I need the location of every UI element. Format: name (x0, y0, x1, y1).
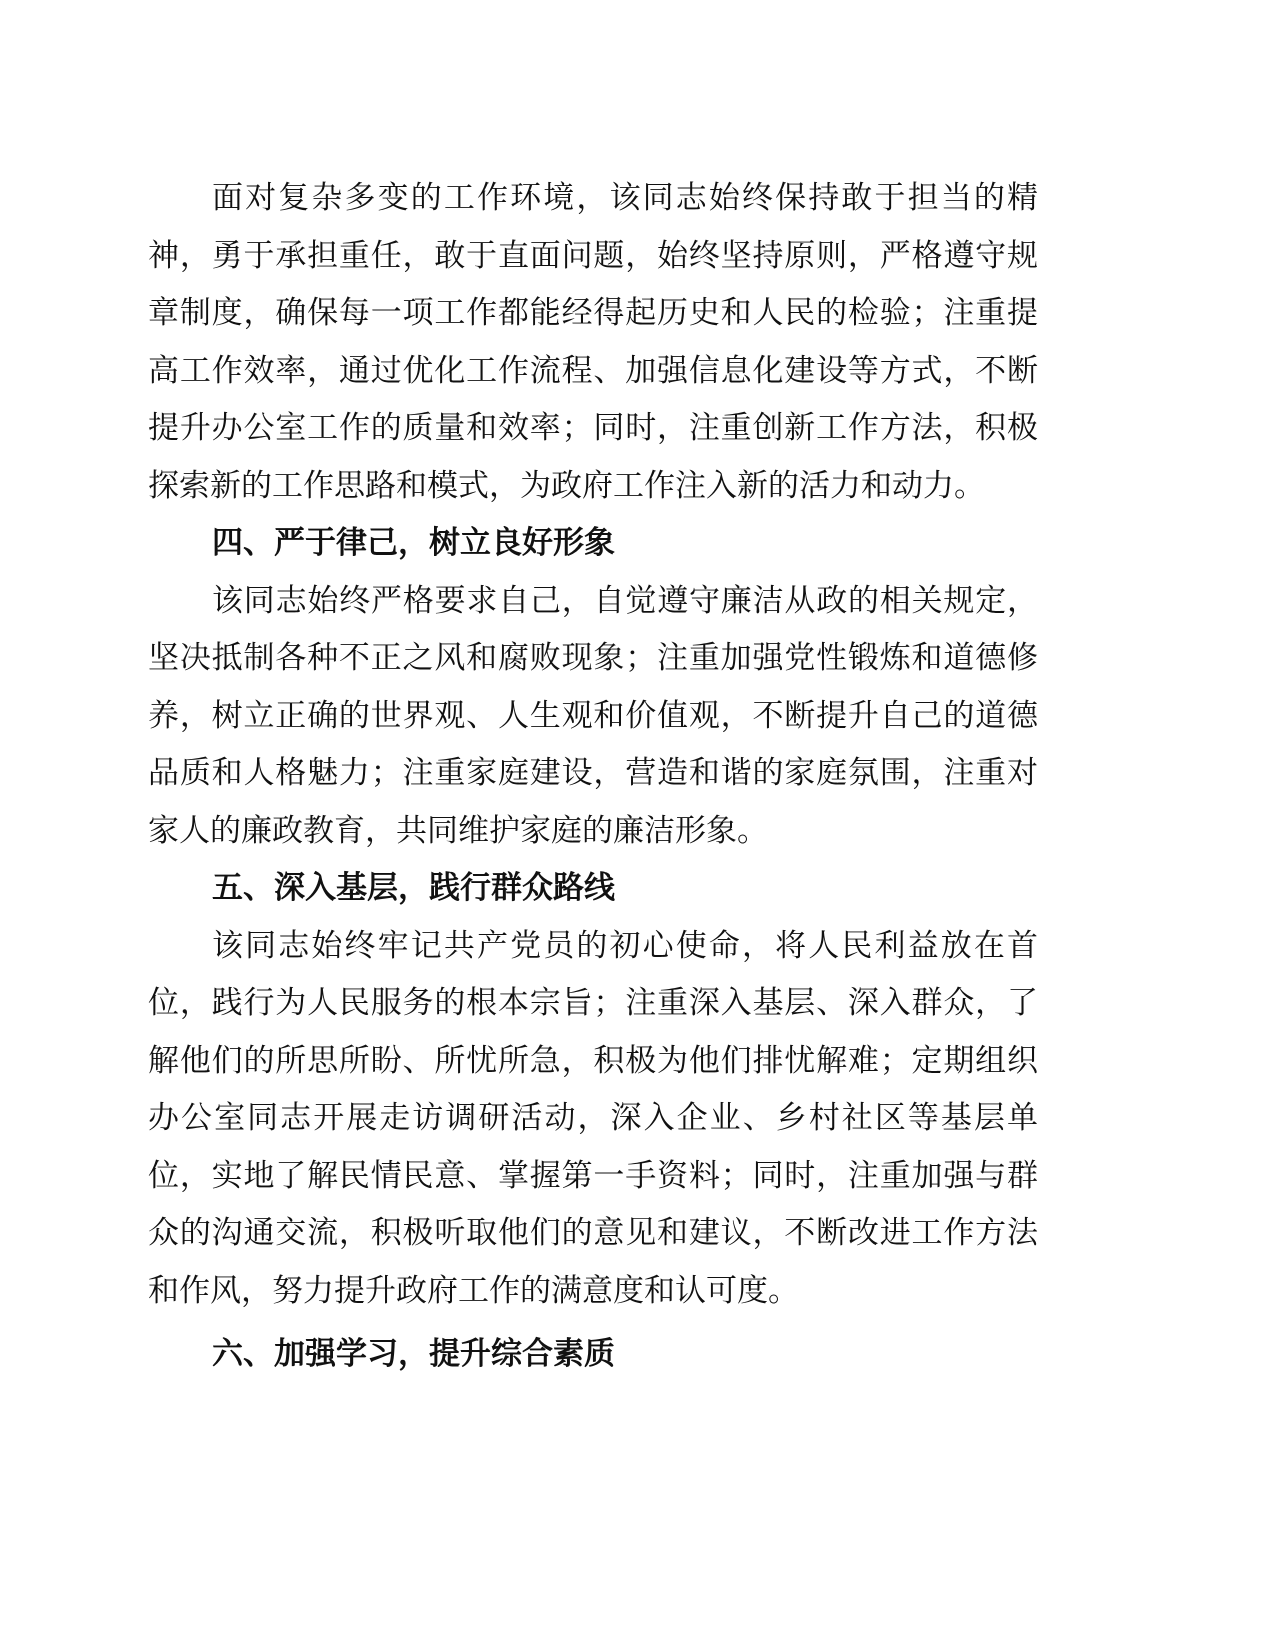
text-line: 养，树立正确的世界观、人生观和价值观，不断提升自己的道德 (148, 697, 1038, 734)
text-line: 品质和人格魅力；注重家庭建设，营造和谐的家庭氛围，注重对 (148, 755, 1038, 791)
text-line: 神，勇于承担重任，敢于直面问题，始终坚持原则，严格遵守规 (148, 237, 1038, 274)
text-line: 坚决抵制各种不正之风和腐败现象；注重加强党性锻炼和道德修 (148, 640, 1038, 676)
section-heading (148, 515, 1038, 573)
section-heading-text: 五、深入基层，践行群众路线 (212, 870, 615, 906)
text-line: 面对复杂多变的工作环境，该同志始终保持敢于担当的精 (212, 180, 1038, 216)
text-line: 章制度，确保每一项工作都能经得起历史和人民的检验；注重提 (148, 295, 1038, 331)
text-line: 位，实地了解民情民意、掌握第一手资料；同时，注重加强与群 (148, 1157, 1038, 1194)
body-paragraph (148, 918, 1038, 1321)
body-paragraph (148, 170, 1038, 515)
body-paragraph (148, 573, 1038, 861)
text-line: 众的沟通交流，积极听取他们的意见和建议，不断改进工作方法 (148, 1215, 1038, 1251)
text-line: 提升办公室工作的质量和效率；同时，注重创新工作方法，积极 (148, 410, 1038, 446)
text-line: 位，践行为人民服务的根本宗旨；注重深入基层、深入群众，了 (148, 985, 1038, 1021)
text-line: 高工作效率，通过优化工作流程、加强信息化建设等方式，不断 (148, 352, 1038, 389)
text-line: 家人的廉政教育，共同维护家庭的廉洁形象。 (148, 812, 768, 849)
text-line: 该同志始终牢记共产党员的初心使命，将人民利益放在首 (212, 927, 1038, 964)
text-line: 解他们的所思所盼、所忧所急，积极为他们排忧解难；定期组织 (148, 1042, 1038, 1079)
document-page (148, 170, 1038, 1384)
text-line: 该同志始终严格要求自己，自觉遵守廉洁从政的相关规定， (212, 582, 1038, 619)
section-heading-text: 六、加强学习，提升综合素质 (212, 1336, 615, 1372)
text-line: 办公室同志开展走访调研活动，深入企业、乡村社区等基层单 (148, 1100, 1038, 1136)
text-line: 和作风，努力提升政府工作的满意度和认可度。 (148, 1272, 799, 1309)
section-heading (148, 860, 1038, 918)
section-heading (148, 1326, 1038, 1384)
section-heading-text: 四、严于律己，树立良好形象 (212, 525, 615, 561)
text-line: 探索新的工作思路和模式，为政府工作注入新的活力和动力。 (148, 467, 985, 504)
